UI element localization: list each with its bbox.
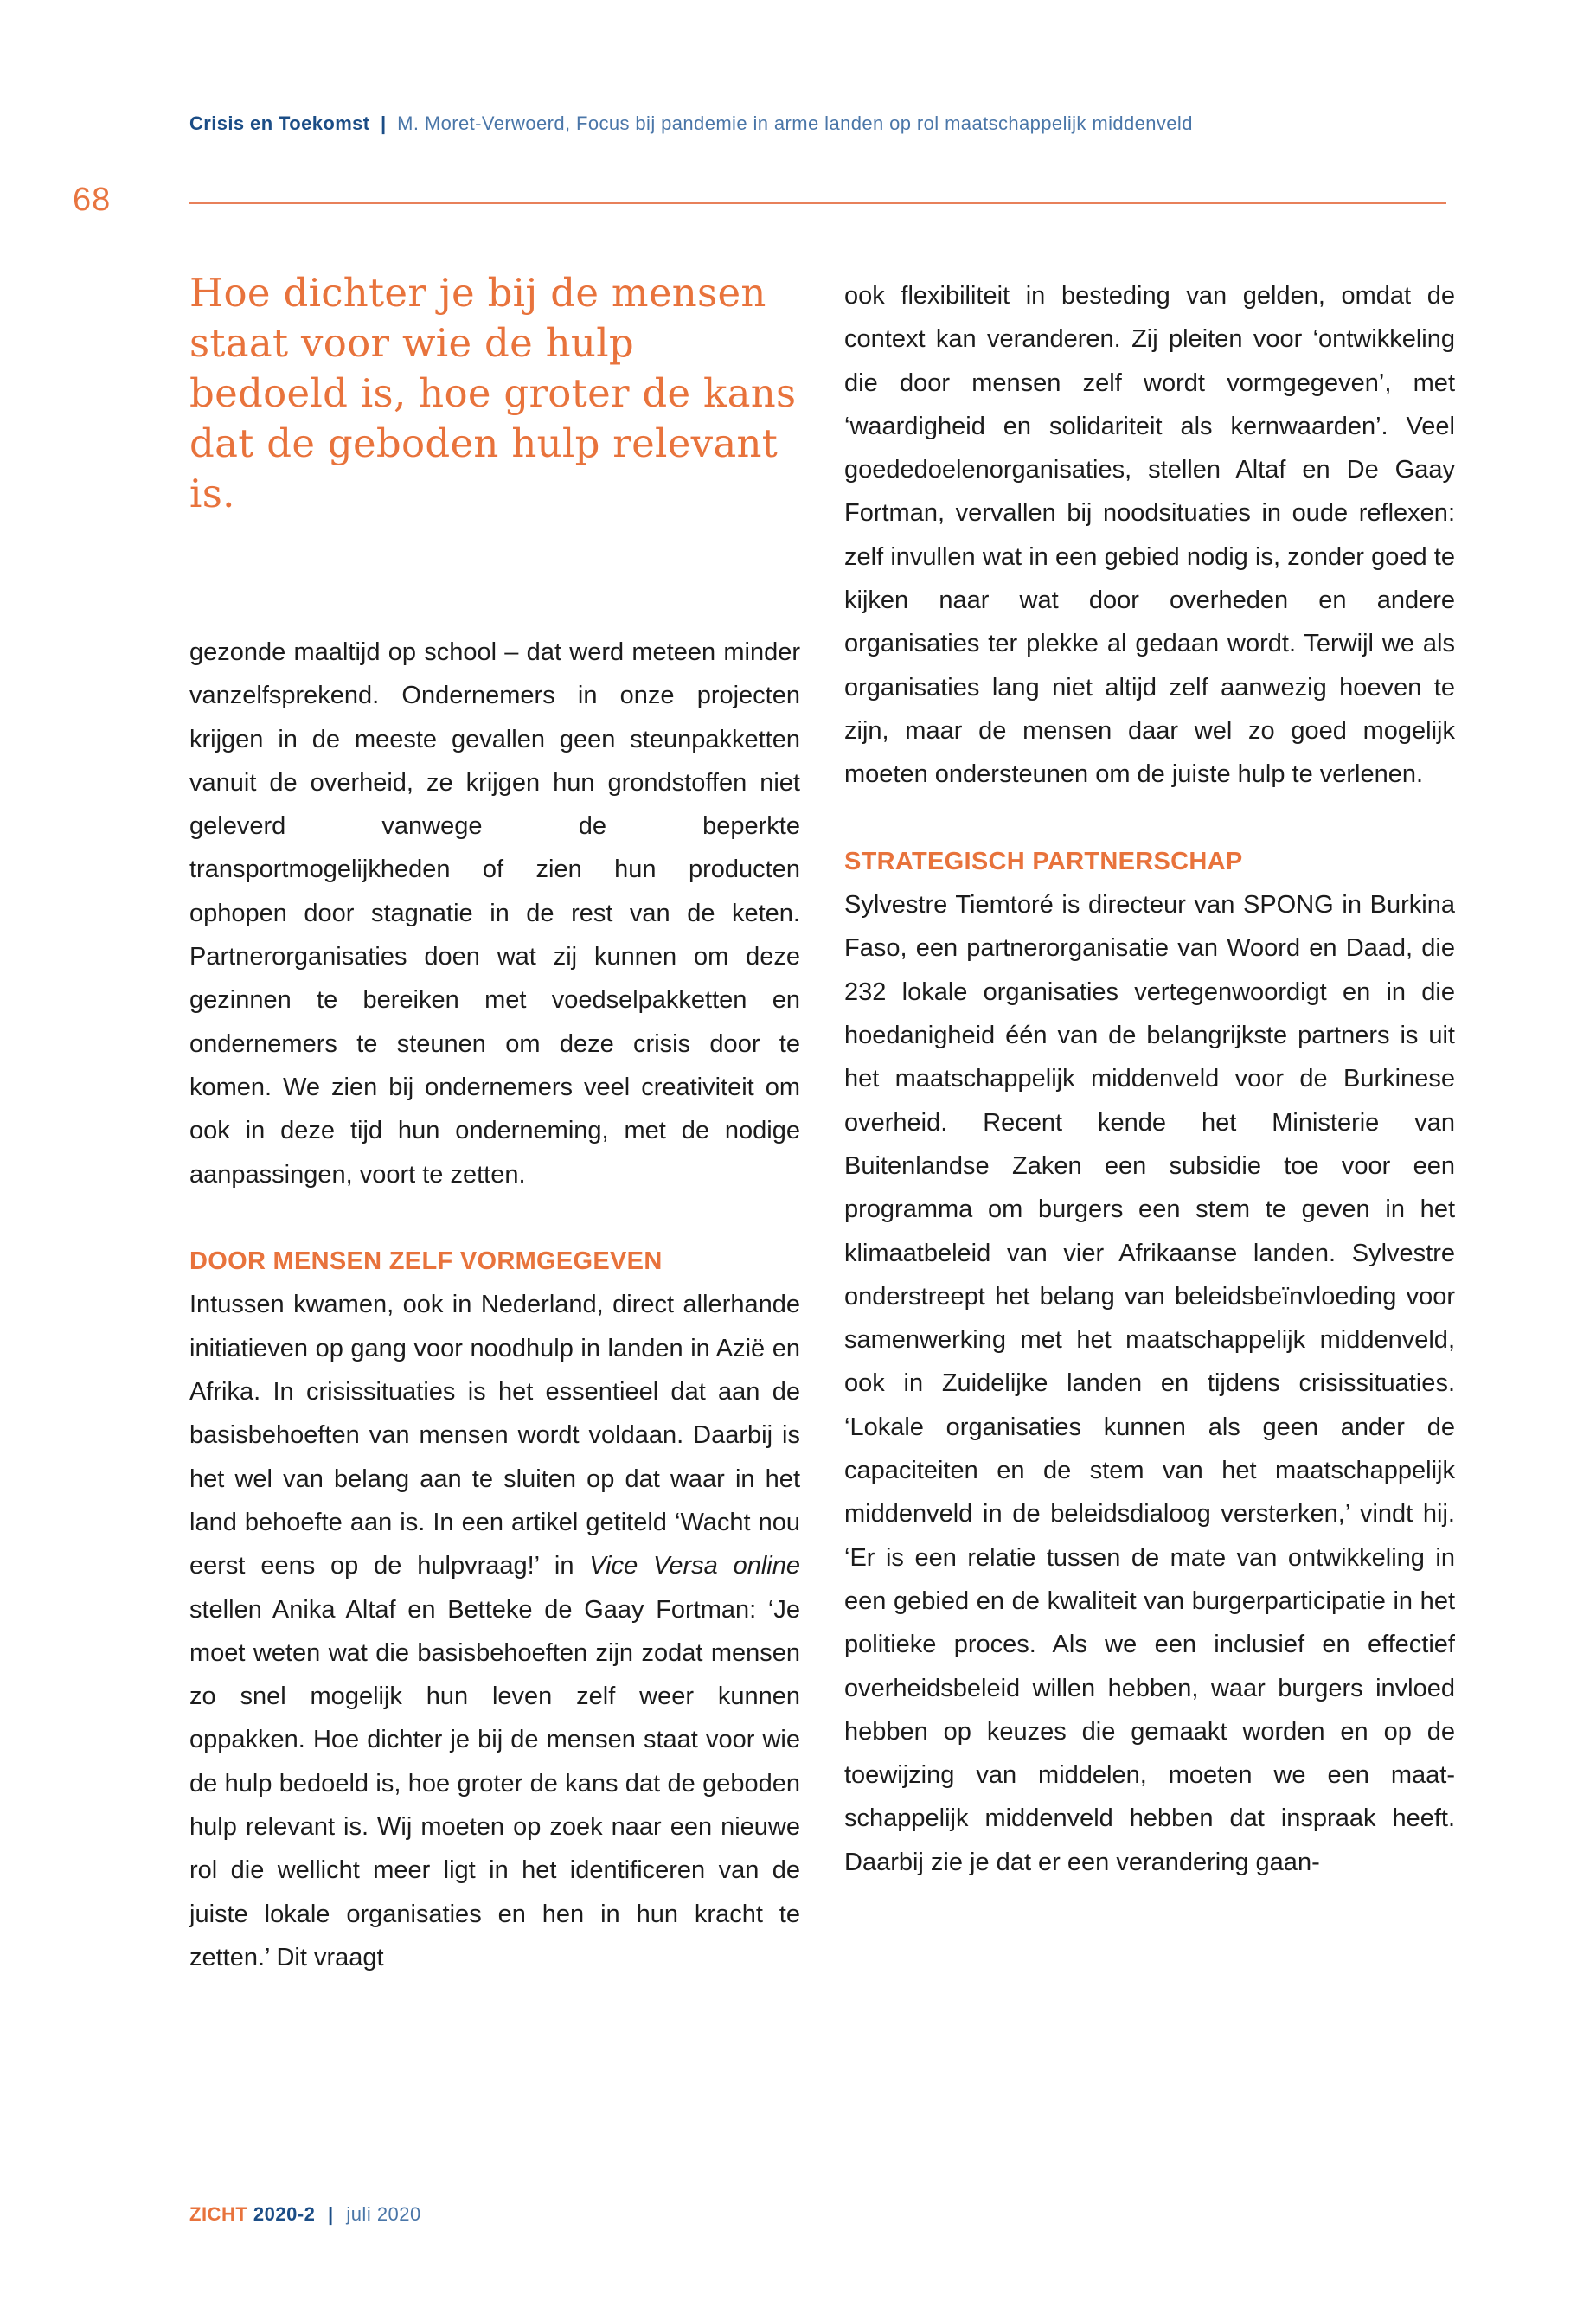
body-paragraph: gezonde maaltijd op school – dat werd meteen minder vanzelfsprekend. Ondernemers in onze projecten krijgen in de meeste gevallen geen steunpakketten vanuit de overheid, ze krijgen hun grondstoffen niet geleverd vanwege de beperkte transportmogelijkheden of zien hun producten ophopen door stagnatie in de rest van de keten. Partnerorganisaties doen wat zij kunnen om deze gezinnen te bereiken met voedselpakketten en ondernemers te steunen om deze crisis door te komen. We zien bij ondernemers veel creativiteit om ook in deze tijd hun onderneming, met de nodige aanpassingen, voort te zetten. — [189, 638, 800, 1189]
header-divider — [189, 202, 1446, 204]
header-separator: | — [381, 112, 387, 134]
section-heading: STRATEGISCH PARTNERSCHAP — [844, 847, 1243, 875]
body-text-run: Intussen kwamen, ook in Nederland, direct allerhande initiatieven op gang voor noodhulp in landen in Azië en Afrika. In crisissituaties is het essentieel dat aan de basisbehoeften van mensen wordt voldaan. Daarbij is het wel van belang aan te sluiten op dat waar in het land behoefte aan is. In een artikel getiteld ‘Wacht nou eerst eens op de hulpvraag!’ in — [189, 1291, 800, 1580]
body-paragraph: ook flexibiliteit in besteding van gelden, omdat de context kan veranderen. Zij pleiten voor ‘ontwikkeling die door mensen zelf wordt vormgegeven’, met ‘waardigheid en solidariteit als kernwaarden’. Veel goededoelenorganisaties, stellen Altaf en De Gaay Fortman, vervallen bij noodsituaties in oude reflexen: zelf invullen wat in een gebied nodig is, zonder goed te kijken naar wat door overheden en andere organisaties ter plekke al gedaan wordt. Terwijl we als organisaties lang niet altijd zelf aanwezig hoeven te zijn, maar de mensen daar wel zo goed mogelijk moeten ondersteunen om de juiste hulp te verlenen. — [844, 282, 1455, 789]
section-heading: DOOR MENSEN ZELF VORMGEGEVEN — [189, 1247, 663, 1276]
right-column — [844, 274, 1455, 1884]
page-footer — [189, 2203, 421, 2226]
body-paragraph — [189, 1283, 800, 1979]
pull-quote: Hoe dichter je bij de mensen staat voor wie de hulp bedoeld is, hoe groter de kans dat de geboden hulp relevant is. — [189, 270, 797, 516]
body-paragraph: Sylvestre Tiemtoré is directeur van SPONG in Burkina Faso, een partnerorganisatie van Woord en Daad, die 232 lokale organisaties vertegenwoordigt en in die hoedanigheid één van de belangrijkste partners is uit het maatschappelijk middenveld voor de Burkinese overheid. Recent kende het Ministerie van Buitenlandse Zaken een subsidie toe voor een programma om burgers een stem te geven in het klimaatbeleid van vier Afrikaanse landen. Sylvestre onderstreept het belang van beleidsbeïnvloeding voor samenwerking met het maatschappelijk middenveld, ook in Zuidelijke landen en tijdens crisissituaties. ‘Lokale organisaties kunnen als geen ander de capaciteiten en de stem van het maatschappelijk middenveld in de beleidsdialoog versterken,’ vindt hij. ‘Er is een relatie tussen de mate van ontwikkeling in een gebied en de kwaliteit van burgerparticipatie in het politieke proces. Als we een inclusief en effectief overheidsbeleid willen hebben, waar burgers invloed hebben op keuzes die gemaakt worden en op de toewijzing van middelen, moeten we een maatschappelijk middenveld hebben dat inspraak heeft. Daarbij zie je dat er een verandering gaan- — [844, 891, 1455, 1876]
article-byline: M. Moret-Verwoerd, Focus bij pandemie in arme landen op rol maatschappelijk middenveld — [397, 112, 1193, 134]
running-header — [189, 112, 1452, 135]
body-text-run: stellen Anika Altaf en Betteke de Gaay Fortman: ‘Je moet weten wat die basisbehoeften zijn zodat mensen zo snel mogelijk hun leven zelf weer kunnen oppakken. Hoe dichter je bij de mensen staat voor wie de hulp bedoeld is, hoe groter de kans dat de geboden hulp relevant is. Wij moeten op zoek naar een nieuwe rol die wellicht meer ligt in het identificeren van de juiste lokale organisaties en hen in hun kracht te zetten.’ Dit vraagt — [189, 1595, 800, 1971]
footer-separator: | — [328, 2203, 334, 2225]
left-column — [189, 268, 800, 1979]
page-number: 68 — [73, 182, 112, 218]
issue-date: juli 2020 — [346, 2203, 421, 2225]
journal-section-title: Crisis en Toekomst — [189, 112, 370, 134]
magazine-issue: 2020-2 — [253, 2203, 316, 2225]
magazine-brand: ZICHT — [189, 2203, 248, 2225]
publication-title: Vice Versa online — [589, 1552, 800, 1580]
